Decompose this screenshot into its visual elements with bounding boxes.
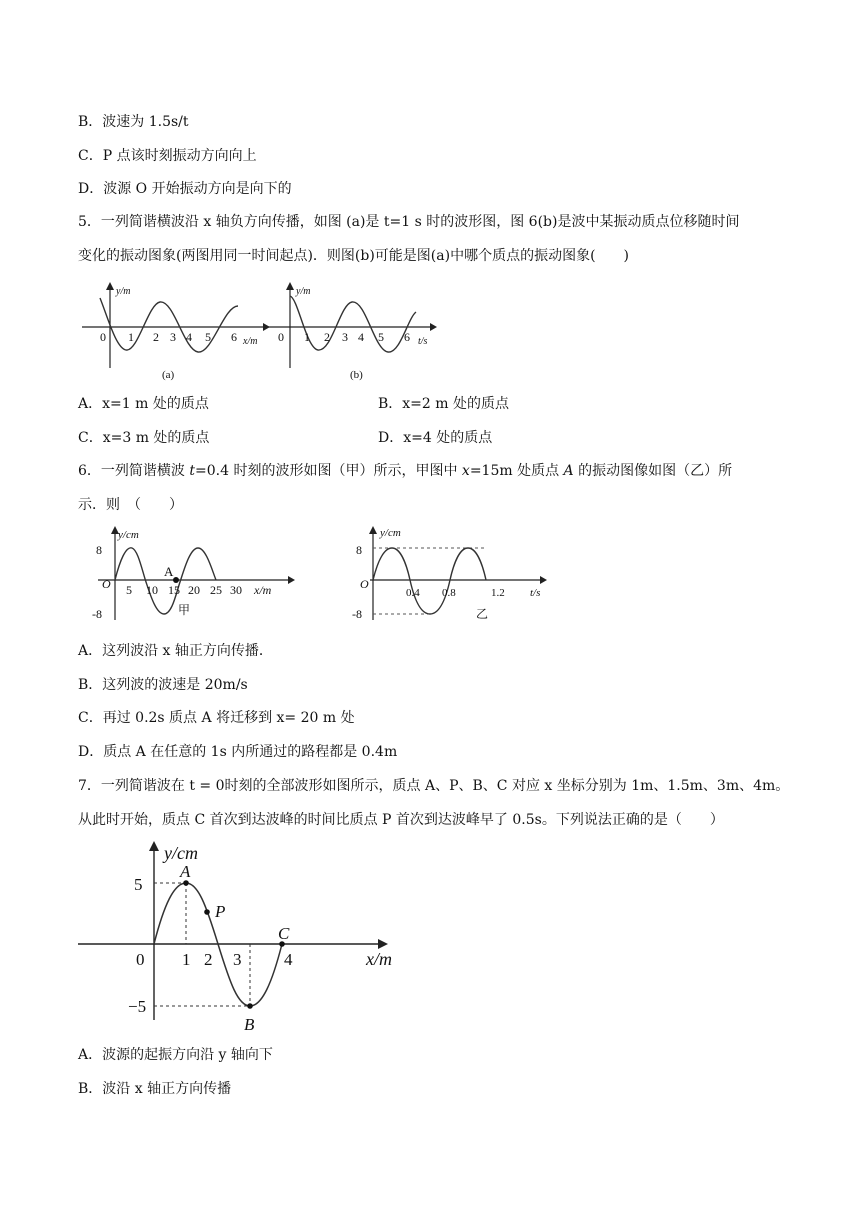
q6-jia-point-a: A [164, 564, 174, 579]
q5-a-tick: 2 [153, 330, 159, 344]
q6-jia-ytop: 8 [96, 543, 102, 557]
q6-yi-xlabel: t/s [530, 587, 541, 599]
q5-option-d: D．x=4 处的质点 [378, 430, 493, 446]
option-c-prev: C．P 点该时刻振动方向向上 [78, 148, 257, 164]
q5-a-tick: 1 [128, 330, 134, 344]
q7-point-c: C [278, 924, 290, 943]
q6-jia-origin: O [102, 577, 111, 591]
q6-yi-tick: 1.2 [491, 587, 505, 599]
q5-stem-line2: 变化的振动图象(两图用同一时间起点)．则图(b)可能是图(a)中哪个质点的振动图象( ) [78, 248, 630, 264]
q6-jia-tick: 20 [188, 583, 200, 597]
q7-tick: 4 [284, 950, 293, 969]
option-b-prev: B．波速为 1.5s/t [78, 114, 189, 130]
q6-jia-tick: 5 [126, 583, 132, 597]
q7-stem-line2: 从此时开始，质点 C 首次到达波峰的时间比质点 P 首次到达波峰早了 0.5s。下列说法正确的是（ ） [78, 812, 724, 828]
q6-jia-tick: 25 [210, 583, 222, 597]
q5-b-tick: 5 [378, 330, 384, 344]
q7-tick: 2 [204, 950, 213, 969]
q6-jia-tick: 30 [230, 583, 242, 597]
q5-b-tick: 1 [304, 330, 310, 344]
q6-yi-tick: 0.8 [442, 587, 456, 599]
q7-point-a: A [180, 862, 191, 881]
q6-stem-line2: 示．则 （ ） [78, 497, 183, 513]
q6-yi-ytop: 8 [356, 543, 362, 557]
q6-yi-origin: O [360, 577, 369, 591]
q5-a-ylabel: y/m [116, 286, 131, 297]
q6-jia-ylabel: y/cm [118, 529, 139, 541]
q7-origin: 0 [136, 950, 145, 969]
q6-yi-caption: 乙 [476, 607, 489, 621]
q5-b-tick: 2 [324, 330, 330, 344]
q5-b-caption: (b) [350, 369, 363, 381]
q7-stem-line1: 7．一列简谐波在 t = 0时刻的全部波形如图所示，质点 A、P、B、C 对应 x 坐标分别为 1m、1.5m、3m、4m。 [78, 778, 790, 794]
q5-b-xlabel: t/s [418, 336, 428, 347]
q5-a-tick: 0 [100, 330, 106, 344]
q6-option-d: D．质点 A 在任意的 1s 内所通过的路程都是 0.4m [78, 744, 398, 760]
q6-stem-line1: 6．一列简谐横波 t=0.4 时刻的波形如图（甲）所示，甲图中 x=15m 处质点 A 的振动图像如图（乙）所 [78, 463, 733, 479]
q5-b-tick: 4 [358, 330, 364, 344]
q5-fig-b [268, 282, 437, 381]
q5-b-ylabel: y/m [296, 286, 311, 297]
q6-option-c: C．再过 0.2s 质点 A 将迁移到 x= 20 m 处 [78, 710, 355, 726]
q7-option-a: A．波源的起振方向沿 y 轴向下 [78, 1047, 273, 1063]
q6-yi-ylabel: y/cm [380, 527, 401, 539]
q5-b-tick: 0 [278, 330, 284, 344]
q6-jia-tick: 10 [146, 583, 158, 597]
q7-tick: 1 [182, 950, 191, 969]
q5-a-caption: (a) [162, 369, 175, 381]
q5-a-tick: 6 [231, 330, 237, 344]
q5-a-tick: 5 [205, 330, 211, 344]
q5-option-b: B．x=2 m 处的质点 [378, 396, 509, 412]
q5-b-tick: 6 [404, 330, 410, 344]
q7-option-b: B．波沿 x 轴正方向传播 [78, 1081, 232, 1097]
q5-b-tick: 3 [342, 330, 348, 344]
q7-tick: 3 [233, 950, 242, 969]
q6-option-a: A．这列波沿 x 轴正方向传播． [78, 643, 273, 659]
q5-option-c: C．x=3 m 处的质点 [78, 430, 210, 446]
q7-point-p: P [215, 902, 226, 921]
q6-jia-tick: 15 [168, 583, 180, 597]
q6-yi-tick: 0.4 [406, 587, 420, 599]
q7-ybot: −5 [128, 997, 147, 1016]
q6-jia-caption: 甲 [178, 603, 191, 617]
q5-fig-a [82, 282, 270, 381]
q6-yi-ybot: -8 [352, 607, 362, 621]
q7-xlabel: x/m [366, 949, 392, 969]
q6-jia-xlabel: x/m [254, 583, 272, 597]
q7-ylabel: y/cm [164, 843, 198, 863]
q7-ytop: 5 [134, 875, 143, 894]
option-d-prev: D．波源 O 开始振动方向是向下的 [78, 181, 292, 197]
q6-jia-ybot: -8 [92, 607, 102, 621]
q6-fig-jia [92, 526, 295, 621]
q6-fig-yi [352, 526, 547, 621]
q6-figures [88, 522, 558, 630]
q5-a-xlabel: x/m [243, 336, 258, 347]
q5-a-tick: 4 [186, 330, 192, 344]
q5-option-a: A．x=1 m 处的质点 [78, 396, 209, 412]
q5-stem-line1: 5．一列简谐横波沿 x 轴负方向传播，如图 (a)是 t=1 s 时的波形图，图 6(b)是波中某振动质点位移随时间 [78, 214, 740, 230]
q7-figure [78, 835, 418, 1035]
q7-point-b: B [244, 1015, 255, 1034]
q6-option-b: B．这列波的波速是 20m/s [78, 677, 248, 693]
q5-figures [78, 278, 448, 384]
q5-a-tick: 3 [170, 330, 176, 344]
